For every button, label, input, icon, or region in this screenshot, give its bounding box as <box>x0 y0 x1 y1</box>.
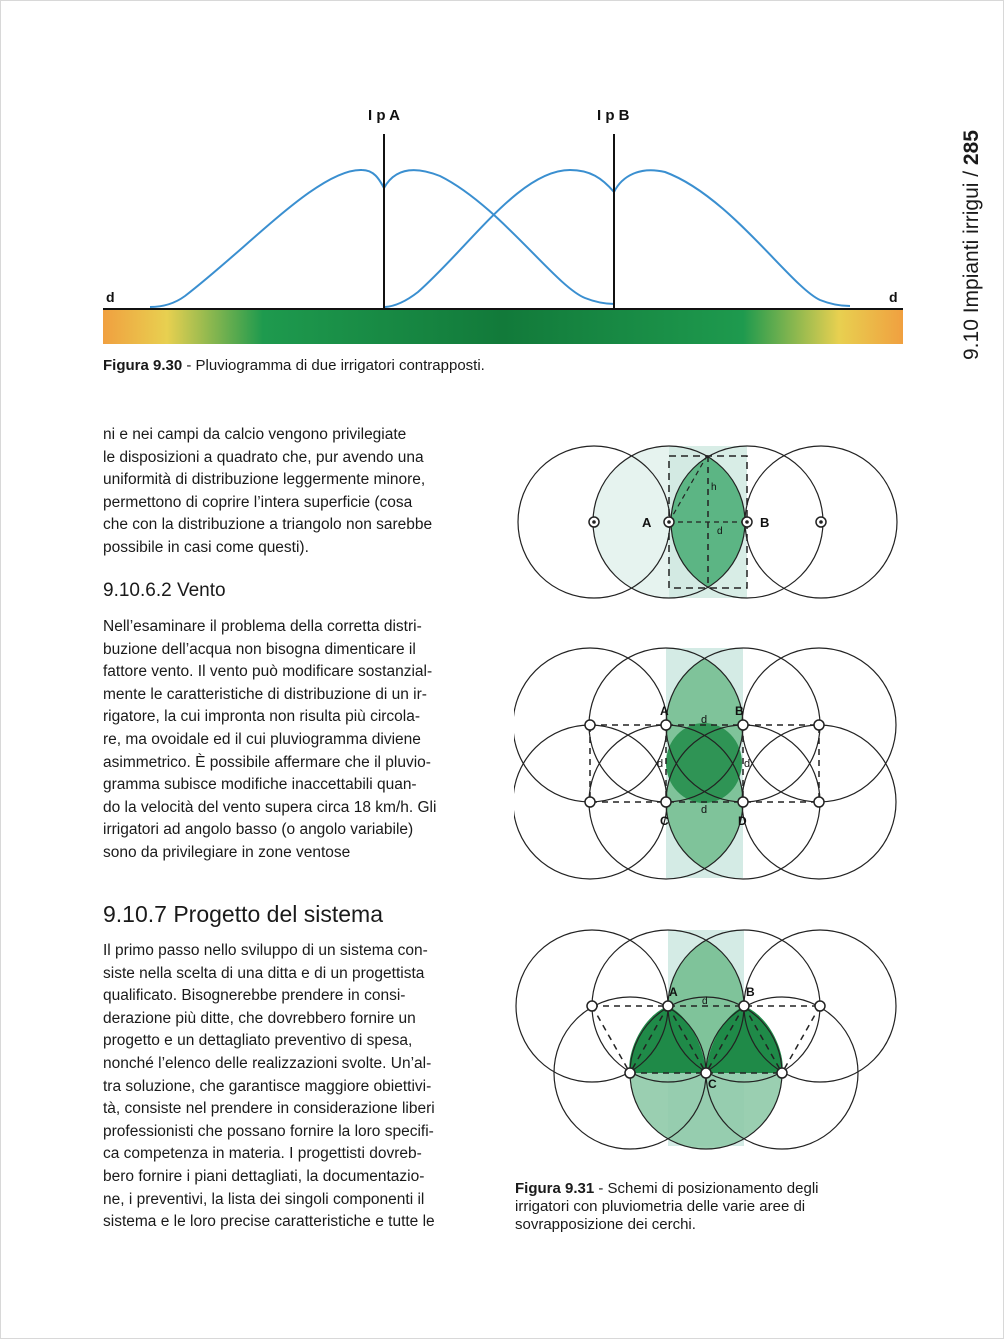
paragraph-3-line: tra soluzione, che garantisce maggiore obiettivi- <box>103 1077 432 1095</box>
paragraph-3-line: sistema e le loro precise caratteristiche e tutte le <box>103 1213 435 1231</box>
figure-931-caption-line: sovrapposizione dei cerchi. <box>515 1216 696 1233</box>
paragraph-1-line: possibile in casi come questi). <box>103 538 309 556</box>
paragraph-2-line: do la velocità del vento supera circa 18 km/h. Gli <box>103 798 437 816</box>
dashed-line <box>782 1006 820 1073</box>
figure-931-caption-label: Figura 9.31 <box>515 1180 595 1197</box>
paragraph-1-line: ni e nei campi da calcio vengono privilegiate <box>103 426 407 443</box>
paragraph-3-line: derazione più ditte, che dovrebbero fornire un <box>103 1009 416 1027</box>
label-d-point: D <box>738 814 747 828</box>
curve-sprinkler-b <box>385 170 850 307</box>
label-d: d <box>744 758 751 770</box>
paragraph-2-line: buzione dell’acqua non bisogna dimenticare il <box>103 640 416 658</box>
paragraph-3-line: ne, i preventivi, la lista dei singoli componenti il <box>103 1190 425 1208</box>
label-c: C <box>708 1077 717 1091</box>
paragraph-1-line: le disposizioni a quadrato che, pur avendo una <box>103 448 424 466</box>
paragraph-2-line: sono da privilegiare in zone ventose <box>103 843 351 861</box>
figure-930-pluviogram <box>100 96 905 356</box>
figure-931-diagram-2 <box>514 645 898 881</box>
label-b: B <box>735 704 744 718</box>
distribution-gradient-bar <box>103 309 903 344</box>
figure-931-caption-line: Schemi di posizionamento degli <box>607 1180 819 1197</box>
label-d: d <box>702 996 708 1007</box>
paragraph-2-line: gramma subisce modifiche inaccettabili quan- <box>103 776 417 794</box>
figure-930-caption-label: Figura 9.30 <box>103 357 183 374</box>
paragraph-3-line: tà, consiste nel prendere in considerazione liberi <box>103 1100 435 1118</box>
paragraph-2 <box>103 616 489 865</box>
page-number: 285 <box>960 130 983 166</box>
figure-930-caption <box>103 357 485 375</box>
label-a: A <box>642 515 652 530</box>
label-d: d <box>717 526 723 537</box>
subsection-title: 9.10.6.2 Vento <box>103 580 226 601</box>
paragraph-2-line: rigatore, la cui impronta non risulta più circola- <box>103 708 421 726</box>
label-ipb: I p B <box>597 107 630 124</box>
figure-931-caption-line: irrigatori con pluviometria delle varie aree di <box>515 1198 806 1215</box>
paragraph-3 <box>103 940 489 1234</box>
label-d: d <box>701 804 708 816</box>
paragraph-2-line: fattore vento. Il vento può modificare sostanzial- <box>103 663 433 681</box>
label-b: B <box>760 515 770 530</box>
running-head-section: 9.10 Impianti irrigui / <box>960 165 983 360</box>
label-c: C <box>660 814 669 828</box>
paragraph-1 <box>103 424 489 560</box>
paragraph-2-line: Nell’esaminare il problema della corretta distri- <box>103 618 422 635</box>
figure-931-diagram-1 <box>514 440 898 600</box>
paragraph-2-line: re, ma ovoidale ed il cui pluviogramma diviene <box>103 730 421 748</box>
figure-930-caption-text: - Pluviogramma di due irrigatori contrapposti. <box>182 357 485 374</box>
label-d: d <box>657 758 664 770</box>
label-d-right: d <box>889 289 898 305</box>
paragraph-3-line: professionisti che possano fornire la loro specifi- <box>103 1122 434 1140</box>
label-b: B <box>746 985 755 999</box>
paragraph-3-line: nonché l’elenco delle realizzazioni svolte. Un’al- <box>103 1054 432 1072</box>
figure-931-caption-sep: - <box>594 1180 608 1197</box>
paragraph-2-line: irrigatori ad angolo basso (o angolo variabile) <box>103 821 414 839</box>
paragraph-1-line: uniformità di distribuzione leggermente minore, <box>103 471 426 489</box>
label-a: A <box>669 985 678 999</box>
paragraph-1-line: permettono di coprire l’intera superficie (cosa <box>103 493 413 511</box>
label-d-left: d <box>106 289 115 305</box>
paragraph-2-line: mente le caratteristiche di distribuzione di un ir- <box>103 685 427 703</box>
label-d: d <box>701 714 708 726</box>
curve-sprinkler-a <box>150 170 615 307</box>
label-h: h <box>711 482 717 493</box>
paragraph-3-line: progetto e un dettagliato preventivo di spesa, <box>103 1032 413 1050</box>
section-title: 9.10.7 Progetto del sistema <box>103 901 383 927</box>
paragraph-3-line: qualificato. Bisognerebbe prendere in consi- <box>103 987 406 1005</box>
paragraph-1-line: che con la distribuzione a triangolo non sarebbe <box>103 516 433 534</box>
figure-931-diagram-3 <box>514 928 898 1152</box>
figure-931-caption <box>515 1180 895 1234</box>
paragraph-3-line: siste nella scelta di una ditta e di un progettista <box>103 964 425 982</box>
label-a: A <box>660 704 669 718</box>
label-ipa: I p A <box>368 107 400 124</box>
paragraph-3-line: ca competenza in materia. I progettisti dovreb- <box>103 1145 422 1163</box>
paragraph-2-line: asimmetrico. È possibile affermare che il pluvio- <box>103 753 431 771</box>
dashed-line <box>592 1006 630 1073</box>
running-head <box>960 130 984 360</box>
paragraph-3-line: Il primo passo nello sviluppo di un sistema con- <box>103 942 428 959</box>
paragraph-3-line: bero fornire i piani dettagliati, la documentazio- <box>103 1167 425 1185</box>
